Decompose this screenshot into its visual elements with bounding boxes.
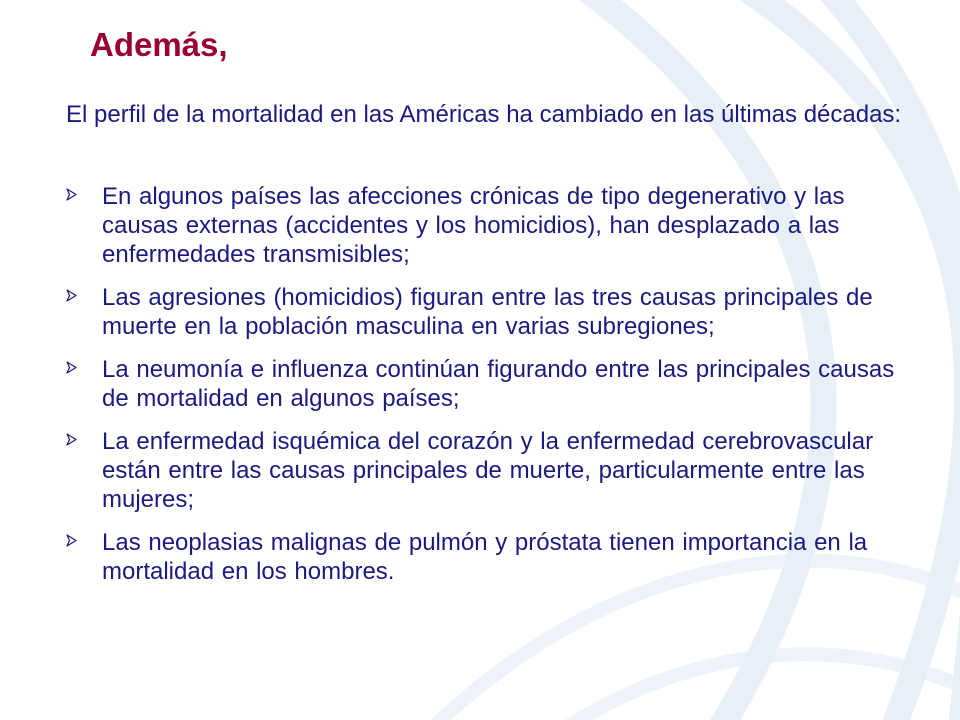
list-item [66, 182, 926, 269]
bullet-text: La enfermedad isquémica del corazón y la enfermedad cerebrovascular están entre las causas principales de muerte, particularmente entre las mujeres; [102, 428, 874, 513]
slide-title: Además, [90, 26, 228, 63]
arrowhead-bullet-icon [66, 427, 102, 446]
list-item [66, 283, 926, 341]
arrowhead-bullet-icon [66, 355, 102, 374]
bullet-text: En algunos países las afecciones crónicas de tipo degenerativo y las causas externas (accidentes y los homicidios), han desplazado a las enfermedades transmisibles; [102, 183, 845, 268]
arrowhead-bullet-icon [66, 283, 102, 302]
bullet-text: Las neoplasias malignas de pulmón y próstata tienen importancia en la mortalidad en los hombres. [102, 529, 868, 585]
bullet-text: La neumonía e influenza continúan figurando entre las principales causas de mortalidad en algunos países; [102, 356, 895, 412]
bullet-text: Las agresiones (homicidios) figuran entre las tres causas principales de muerte en la población masculina en varias subregiones; [102, 284, 873, 340]
list-item [66, 355, 926, 413]
arrowhead-bullet-icon [66, 182, 102, 201]
list-item [66, 427, 926, 514]
arrowhead-bullet-icon [66, 528, 102, 547]
intro-paragraph: El perfil de la mortalidad en las Américas ha cambiado en las últimas décadas: [66, 101, 902, 128]
bullet-list [66, 182, 926, 600]
list-item [66, 528, 926, 586]
